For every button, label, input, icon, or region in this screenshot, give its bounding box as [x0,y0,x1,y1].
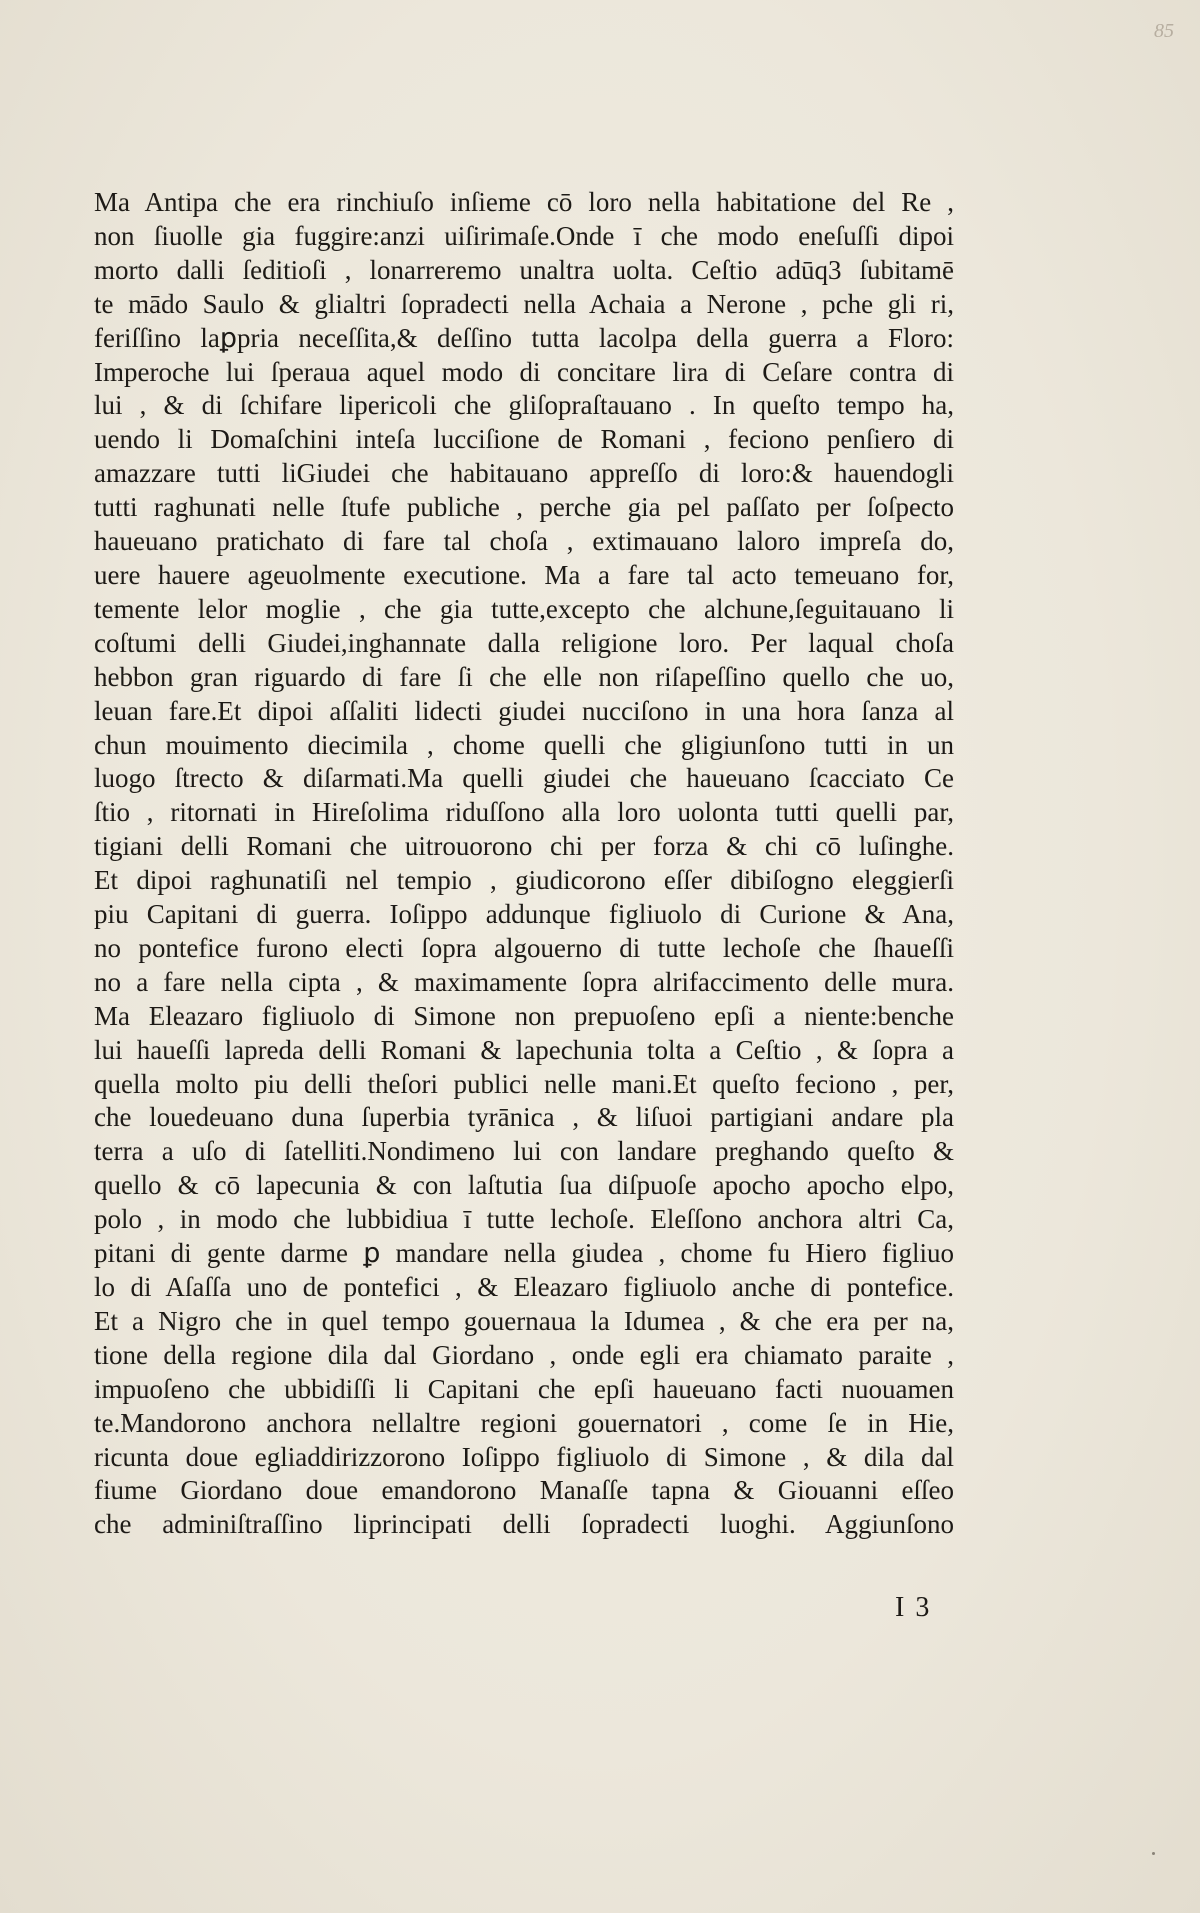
text-line: Ma Antipa che era rinchiuſo inſieme cō loro nella habitatione del Re , [94,187,954,217]
text-line: hebbon gran riguardo di fare ſi che elle non riſapeſſino quello che uo, [94,661,954,692]
text-line: lui , & di ſchifare lipericoli che gliſopraſtauano . In queſto tempo ha, [94,390,954,421]
text-line: amazzare tutti liGiudei che habitauano appreſſo di loro:& hauendogli [94,458,954,489]
text-line: ricunta doue egliaddirizzorono Ioſippo figliuolo di Simone , & dila dal [94,1441,954,1472]
text-line: terra a uſo di ſatelliti.Nondimeno lui con landare preghando queſto & [94,1136,954,1167]
text-line: Imperoche lui ſperaua aquel modo di concitare lira di Ceſare contra di [94,356,954,387]
text-line: tione della regione dila dal Giordano , onde egli era chiamato paraite , [94,1339,954,1370]
text-line: che louedeuano duna ſuperbia tyrānica , & liſuoi partigiani andare pla [94,1102,954,1133]
text-line: che adminiſtraſſino liprincipati delli ſopradecti luoghi. Aggiunſono [94,1509,954,1540]
text-line: fiume Giordano doue emandorono Manaſſe tapna & Giouanni eſſeo [94,1475,954,1506]
text-line: tigiani delli Romani che uitrouorono chi per forza & chi cō luſinghe. [94,831,954,862]
text-line: te.Mandorono anchora nellaltre regioni gouernatori , come ſe in Hie, [94,1407,954,1438]
folio-number: 85 [1154,20,1174,42]
text-line: temente lelor moglie , che gia tutte,excepto che alchune,ſeguitauano li [94,593,954,624]
text-line: quello & cō lapecunia & con laſtutia ſua diſpuoſe apocho apocho elpo, [94,1170,954,1201]
text-line: Et a Nigro che in quel tempo gouernaua la Idumea , & che era per na, [94,1305,954,1336]
text-line: no pontefice furono electi ſopra algouerno di tutte lechoſe che ſhaueſſi [94,932,954,963]
text-line: leuan fare.Et dipoi aſſaliti lidecti giudei nucciſono in una hora ſanza al [94,695,954,726]
signature-mark: I 3 [895,1592,932,1623]
body-text [94,186,954,1542]
text-line: coſtumi delli Giudei,inghannate dalla religione loro. Per laqual choſa [94,627,954,658]
text-line: quella molto piu delli theſori publici nelle mani.Et queſto feciono , per, [94,1068,954,1099]
ink-speck [1152,1852,1155,1855]
text-line: tutti raghunati nelle ſtufe publiche , perche gia pel paſſato per ſoſpecto [94,492,954,523]
text-line: morto dalli ſeditioſi , lonarreremo unaltra uolta. Ceſtio adūq3 ſubitamē [94,254,954,285]
text-line: piu Capitani di guerra. Ioſippo addunque figliuolo di Curione & Ana, [94,899,954,930]
text-line: ſtio , ritornati in Hireſolima riduſſono alla loro uolonta tutti quelli par, [94,797,954,828]
text-line: uendo li Domaſchini inteſa lucciſione de Romani , feciono penſiero di [94,424,954,455]
text-line: lo di Aſaſſa uno de pontefici , & Eleazaro figliuolo anche di pontefice. [94,1272,954,1302]
text-line: impuoſeno che ubbidiſſi li Capitani che epſi haueuano facti nuouamen [94,1373,954,1404]
text-line: te mādo Saulo & glialtri ſopradecti nella Achaia a Nerone , pche gli ri, [94,288,954,319]
text-line: luogo ſtrecto & diſarmati.Ma quelli giudei che haueuano ſcacciato Ce [94,763,954,794]
text-line: no a fare nella cipta , & maximamente ſopra alrifaccimento delle mura. [94,966,954,997]
text-line: haueuano pratichato di fare tal choſa , extimauano laloro impreſa do, [94,526,954,557]
text-line: lui haueſſi lapreda delli Romani & lapechunia tolta a Ceſtio , & ſopra a [94,1034,954,1065]
text-line: Ma Eleazaro figliuolo di Simone non prepuoſeno epſi a niente:benche [94,1000,954,1031]
text-line: uere hauere ageuolmente executione. Ma a fare tal acto temeuano for, [94,559,954,590]
text-line: pitani di gente darme ꝑ mandare nella giudea , chome fu Hiero figliuo [94,1238,954,1269]
text-line: chun mouimento diecimila , chome quelli che gligiunſono tutti in un [94,729,954,760]
text-line: non ſiuolle gia fuggire:anzi uiſirimaſe.Onde ī che modo eneſuſſi dipoi [94,220,954,251]
text-line: feriſſino laꝑpria neceſſita,& deſſino tutta lacolpa della guerra a Floro: [94,322,954,353]
text-line: polo , in modo che lubbidiua ī tutte lechoſe. Eleſſono anchora altri Ca, [94,1204,954,1235]
text-line: Et dipoi raghunatiſi nel tempio , giudicorono eſſer dibiſogno eleggierſi [94,865,954,896]
